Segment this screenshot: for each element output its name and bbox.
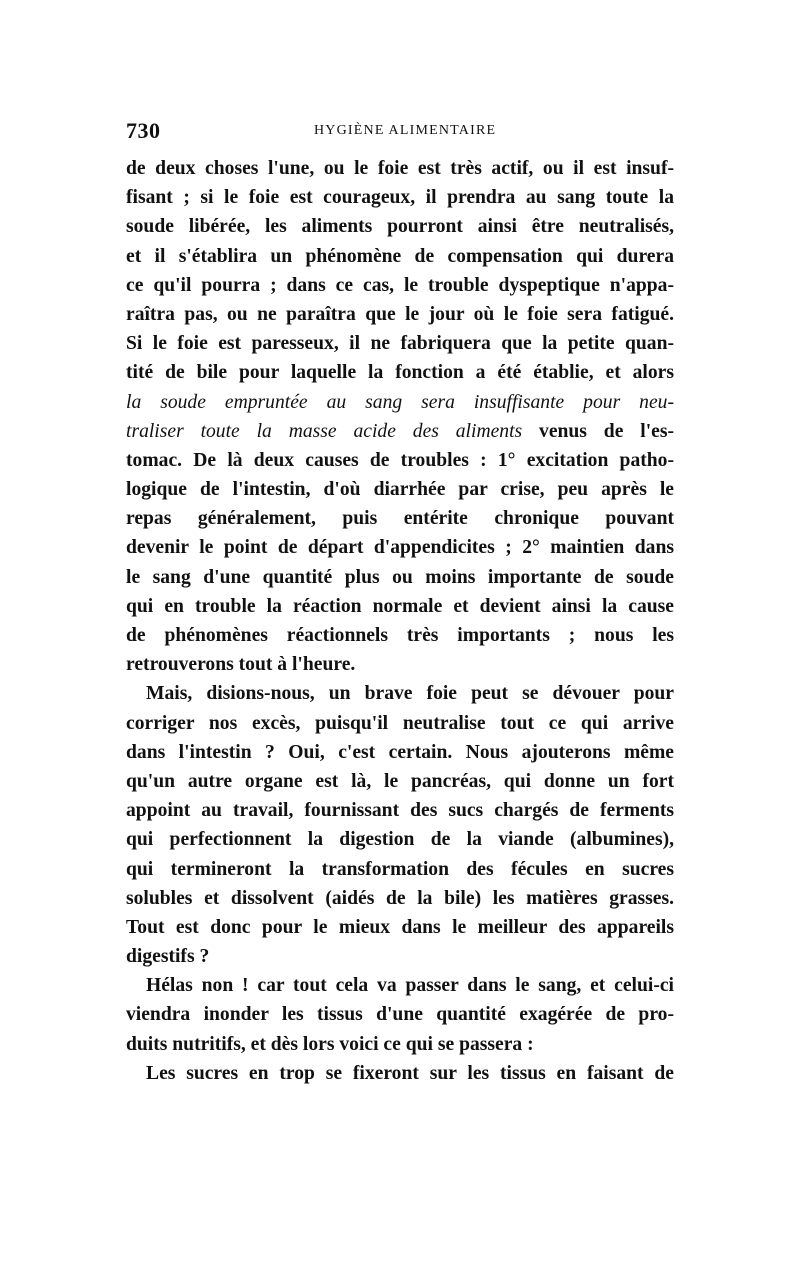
text-line-paragraph-start: Hélas non ! car tout cela va passer dans le sang, et celui-ci bbox=[146, 975, 674, 997]
text-line: raîtra pas, ou ne paraîtra que le jour où le foie sera fatigué. bbox=[126, 303, 674, 325]
text-line: et il s'établira un phénomène de compensation qui durera bbox=[126, 245, 674, 267]
text-line: devenir le point de départ d'appendicites ; 2° maintien dans bbox=[126, 537, 674, 559]
text-line: fisant ; si le foie est courageux, il prendra au sang toute la bbox=[126, 187, 674, 209]
body-text bbox=[126, 154, 674, 1088]
text-line: tomac. De là deux causes de troubles : 1° excitation patho- bbox=[126, 449, 674, 471]
text-line-paragraph-start: Mais, disions-nous, un brave foie peut se dévouer pour bbox=[146, 683, 674, 705]
text-line: qui en trouble la réaction normale et devient ainsi la cause bbox=[126, 595, 674, 617]
text-line: qu'un autre organe est là, le pancréas, qui donne un fort bbox=[126, 770, 674, 792]
text-line: de phénomènes réactionnels très importants ; nous les bbox=[126, 625, 674, 646]
text-line-paragraph-start: Les sucres en trop se fixeront sur les tissus en faisant de bbox=[146, 1062, 674, 1084]
text-line: Si le foie est paresseux, il ne fabriquera que la petite quan- bbox=[126, 333, 674, 355]
italic-phrase: traliser toute la masse acide des aliments bbox=[126, 420, 523, 442]
text-line: qui perfectionnent la digestion de la viande (albumines), bbox=[126, 829, 674, 851]
text-line-paragraph-end: digestifs ? bbox=[126, 946, 210, 968]
text-line: appoint au travail, fournissant des sucs chargés de ferments bbox=[126, 800, 674, 822]
text-line-paragraph-end: duits nutritifs, et dès lors voici ce qui se passera : bbox=[126, 1033, 534, 1055]
text-line-mixed bbox=[126, 417, 674, 446]
text-line: solubles et dissolvent (aidés de la bile) les matières grasses. bbox=[126, 887, 674, 909]
text-line: ce qu'il pourra ; dans ce cas, le trouble dyspeptique n'appa- bbox=[126, 274, 674, 296]
text-line: Tout est donc pour le mieux dans le meilleur des appareils bbox=[126, 916, 674, 938]
text-line: le sang d'une quantité plus ou moins importante de soude bbox=[126, 566, 674, 588]
running-header bbox=[126, 118, 674, 148]
text-line: tité de bile pour laquelle la fonction a été établie, et alors bbox=[126, 362, 674, 384]
text-line: viendra inonder les tissus d'une quantité exagérée de pro- bbox=[126, 1004, 674, 1026]
text-line: dans l'intestin ? Oui, c'est certain. Nous ajouterons même bbox=[126, 741, 674, 763]
text-line-italic: la soude empruntée au sang sera insuffisante pour neu- bbox=[126, 391, 674, 413]
running-title: HYGIÈNE ALIMENTAIRE bbox=[314, 123, 497, 138]
text-line: de deux choses l'une, ou le foie est très actif, ou il est insuf- bbox=[126, 158, 674, 179]
page-number: 730 bbox=[126, 118, 161, 143]
roman-phrase: venus de l'es- bbox=[522, 420, 674, 442]
text-line: soude libérée, les aliments pourront ainsi être neutralisés, bbox=[126, 216, 674, 238]
text-line: qui termineront la transformation des fécules en sucres bbox=[126, 858, 674, 880]
text-line: logique de l'intestin, d'où diarrhée par crise, peu après le bbox=[126, 479, 674, 501]
text-line-paragraph-end: retrouverons tout à l'heure. bbox=[126, 654, 356, 676]
text-line: corriger nos excès, puisqu'il neutralise tout ce qui arrive bbox=[126, 712, 674, 734]
text-line: repas généralement, puis entérite chronique pouvant bbox=[126, 508, 674, 530]
